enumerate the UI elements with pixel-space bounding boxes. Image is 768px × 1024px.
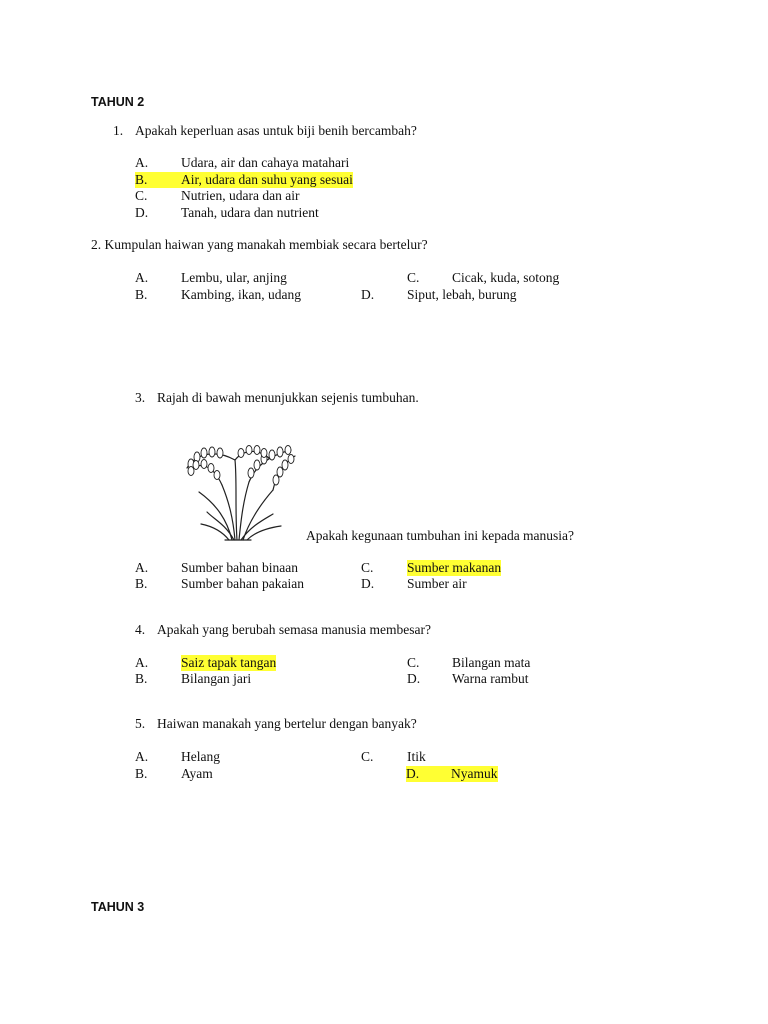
option-text-highlighted: Air, udara dan suhu yang sesuai <box>181 172 353 187</box>
question-text: 2. Kumpulan haiwan yang manakah membiak secara bertelur? <box>91 237 428 252</box>
option-letter: B. <box>135 766 148 781</box>
option-letter: D. <box>407 671 421 686</box>
question-number: 4. <box>135 622 146 637</box>
option-letter: C. <box>407 655 420 670</box>
option-text: Sumber air <box>407 576 467 591</box>
sub-question-text: Apakah kegunaan tumbuhan ini kepada manusia? <box>306 528 575 543</box>
option-letter: D. <box>135 205 149 220</box>
option-letter: D. <box>361 576 375 591</box>
option-letter: A. <box>135 749 149 764</box>
option-text: Bilangan mata <box>452 655 531 670</box>
option-letter: B. <box>135 287 148 302</box>
option-letter-highlighted: B. <box>135 172 181 188</box>
option-text: Udara, air dan cahaya matahari <box>181 155 350 170</box>
question-text: Rajah di bawah menunjukkan sejenis tumbuhan. <box>157 390 419 405</box>
option-letter: A. <box>135 270 149 285</box>
question-number: 1. <box>113 123 124 138</box>
option-letter: B. <box>135 576 148 591</box>
option-text: Tanah, udara dan nutrient <box>181 205 319 220</box>
option-text: Ayam <box>181 766 213 781</box>
option-letter: C. <box>407 270 420 285</box>
question-text: Apakah yang berubah semasa manusia membesar? <box>157 622 432 637</box>
paddy-plant-icon <box>177 440 299 542</box>
option-letter: D. <box>361 287 375 302</box>
option-text: Sumber bahan pakaian <box>181 576 304 591</box>
option-text: Cicak, kuda, sotong <box>452 270 560 285</box>
option-letter: A. <box>135 655 149 670</box>
question-text: Haiwan manakah yang bertelur dengan banyak? <box>157 716 417 731</box>
option-text: Nutrien, udara dan air <box>181 188 300 203</box>
option-text-highlighted: Nyamuk <box>451 766 498 781</box>
option-text: Helang <box>181 749 220 764</box>
option-letter: B. <box>135 671 148 686</box>
option-text: Itik <box>407 749 426 764</box>
option-text-highlighted: Sumber makanan <box>407 560 502 575</box>
option-letter-highlighted: D. <box>406 766 451 782</box>
question-text: Apakah keperluan asas untuk biji benih bercambah? <box>135 123 417 138</box>
option-letter: C. <box>361 560 374 575</box>
question-number: 5. <box>135 716 146 731</box>
section-heading-tahun-3: TAHUN 3 <box>91 900 145 914</box>
option-text: Bilangan jari <box>181 671 252 686</box>
option-text-highlighted: Saiz tapak tangan <box>181 655 277 670</box>
option-letter: C. <box>361 749 374 764</box>
question-number: 3. <box>135 390 146 405</box>
option-letter: C. <box>135 188 148 203</box>
option-letter: A. <box>135 560 149 575</box>
option-text: Lembu, ular, anjing <box>181 270 287 285</box>
section-heading-tahun-2: TAHUN 2 <box>91 95 145 109</box>
option-text: Sumber bahan binaan <box>181 560 298 575</box>
option-text: Warna rambut <box>452 671 529 686</box>
option-letter: A. <box>135 155 149 170</box>
option-text: Kambing, ikan, udang <box>181 287 301 302</box>
option-text: Siput, lebah, burung <box>407 287 517 302</box>
